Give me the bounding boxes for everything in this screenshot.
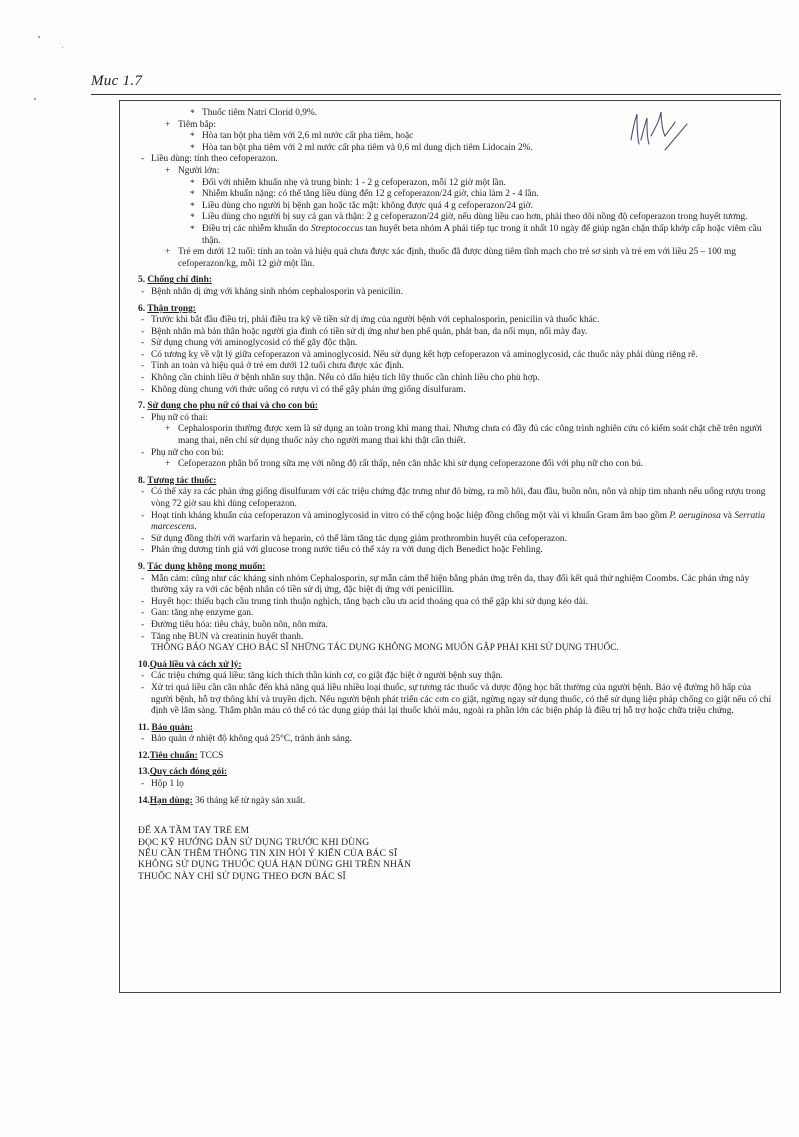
- section-packaging: [138, 767, 772, 790]
- section-shelf-life: [138, 796, 772, 808]
- section-adverse-effects: [138, 562, 772, 655]
- list-item: * Thuốc tiêm Natri Clorid 0,9%.: [138, 108, 772, 120]
- section-heading: 14.Hạn dùng: 36 tháng kể từ ngày sản xuất.: [138, 795, 306, 806]
- section-heading: 10.Quá liều và cách xử lý:: [138, 659, 242, 670]
- leaflet-content: [119, 100, 781, 993]
- organism-name: Streptococcus: [310, 223, 364, 234]
- section-pregnancy: [138, 401, 772, 471]
- standard-value: TCCS: [197, 750, 224, 761]
- list-item: - Hộp 1 lọ: [138, 779, 772, 791]
- list-item: - Phản ứng dương tính giả với glucose trong nước tiểu có thể xảy ra với dung dịch Benedict hoặc Fehling.: [138, 545, 772, 557]
- section-contraindications: [138, 275, 772, 298]
- page-header: [91, 73, 781, 95]
- list-item: - Sử dụng chung với aminoglycosid có thể gây độc thận.: [138, 338, 772, 350]
- footer-warnings: [138, 825, 772, 882]
- list-item: - Huyết học: thiếu bạch cầu trung tính thuận nghịch, tăng bạch cầu ưa acid thoáng qua có thể gặp khi sử dụng kéo dài.: [138, 597, 772, 609]
- list-item: + Cefoperazon phân bố trong sữa mẹ với nồng độ rất thấp, nên cân nhắc khi sử dụng cefoperazone đối với phụ nữ cho con bú.: [138, 459, 772, 471]
- list-item: - Không cần chỉnh liều ở bệnh nhân suy thận. Nếu có dấu hiệu tích lũy thuốc cần chỉnh liều cho phù hợp.: [138, 373, 772, 385]
- section-label: Muc 1.7: [91, 73, 143, 89]
- section-heading: 9. Tác dụng không mong muốn:: [138, 561, 266, 572]
- list-item: - Sử dụng đồng thời với warfarin và heparin, có thể làm tăng tác dụng giảm prothrombin huyết của cefoperazon.: [138, 534, 772, 546]
- list-item: - Xử trí quá liều cần cân nhắc đến khả năng quá liều nhiều loại thuốc, sự tương tác thuốc và dược động học bất thường của người bệnh. Bảo vệ đường hô hấp của người bệnh, hỗ trợ thông khí và truyền dịch. Nếu người bệnh phát triển các cơn co giật, ngừng ngay sử dụng thuốc, có thể sử dụng liệu pháp chống co giật nếu có chỉ định về lâm sàng. Thẩm phân máu có thể có tác dụng giúp thải lại thuốc khỏi máu, ngoài ra phần lớn các biện pháp là điều trị hỗ trợ hoặc chữa triệu chứng.: [138, 683, 772, 718]
- organism-name: P. aeruginosa: [669, 510, 721, 521]
- list-item: - Gan: tăng nhẹ enzyme gan.: [138, 608, 772, 620]
- section-heading: 7. Sử dụng cho phụ nữ có thai và cho con bú:: [138, 401, 319, 412]
- footer-line: ĐỂ XA TẦM TAY TRẺ EM: [138, 825, 250, 837]
- list-item: - Phụ nữ có thai:: [138, 413, 772, 425]
- footer-line: ĐỌC KỸ HƯỚNG DẪN SỬ DỤNG TRƯỚC KHI DÙNG: [138, 836, 370, 848]
- list-item: - Tăng nhẹ BUN và creatinin huyết thanh.: [138, 632, 772, 644]
- section-interactions: [138, 476, 772, 557]
- section-heading: 6. Thận trọng:: [138, 303, 196, 314]
- list-item: + Trẻ em dưới 12 tuổi: tính an toàn và hiệu quả chưa được xác định, thuốc đã được dùng tiêm tĩnh mạch cho trẻ sơ sinh và trẻ em với liều 25 – 100 mg cefoperazon/kg, mỗi 12 giờ một lần.: [138, 247, 772, 270]
- scan-speck: [38, 36, 40, 38]
- list-item: - Có tương kỵ về vật lý giữa cefoperazon và aminoglycosid. Nếu sử dụng kết hợp cefoperazon và aminoglycosid, các thuốc này phải dùng riêng rẽ.: [138, 350, 772, 362]
- section-heading: 8. Tương tác thuốc:: [138, 475, 217, 486]
- list-item: + Cephalosporin thường được xem là sử dụng an toàn trong khi mang thai. Nhưng chưa có đầy đủ các công trình nghiên cứu có kiểm soát chặt chẽ trên người mang thai, nên chỉ sử dụng thuốc này cho người mang thai khi thật cần thiết.: [138, 424, 772, 447]
- section-storage: [138, 723, 772, 746]
- section-standard: [138, 751, 772, 763]
- section-heading: 11. Bảo quản:: [138, 722, 193, 733]
- footer-line: KHÔNG SỬ DỤNG THUỐC QUÁ HẠN DÙNG GHI TRÊN NHÃN: [138, 859, 412, 871]
- organism-name: Serratia marcescens: [151, 510, 766, 533]
- list-item: - Đường tiêu hóa: tiêu chảy, buồn nôn, nôn mửa.: [138, 620, 772, 632]
- list-item: - Không dùng chung với thức uống có rượu vì có thể gây phản ứng giống disulfuram.: [138, 385, 772, 397]
- list-item: - Có thể xảy ra các phản ứng giống disulfuram với các triệu chứng đặc trưng như đỏ bừng, ra mồ hôi, đau đầu, buồn nôn, nôn và nhịp tim nhanh nếu uống rượu trong vòng 72 giờ sau khi dùng cefoperazon.: [138, 487, 772, 510]
- list-item: + Người lớn:: [138, 166, 772, 178]
- section-overdose: [138, 660, 772, 718]
- list-item: - Tính an toàn và hiệu quả ở trẻ em dưới 12 tuổi chưa được xác định.: [138, 361, 772, 373]
- section-heading: 12.Tiêu chuẩn: TCCS: [138, 750, 224, 761]
- list-item: * Đối với nhiễm khuẩn nhẹ và trung bình: 1 - 2 g cefoperazon, mỗi 12 giờ một lần.: [138, 178, 772, 190]
- section-heading: 5. Chống chỉ định:: [138, 275, 212, 286]
- list-item: - Bệnh nhân dị ứng với kháng sinh nhóm cephalosporin và penicilin.: [138, 287, 772, 299]
- list-item: - Mẫn cảm: cũng như các kháng sinh nhóm Cephalosporin, sự mẫn cảm thể hiện bằng phản ứng trên da, thay đổi kết quả thử nghiệm Coombs. Các phản ứng này thường xảy ra với các bệnh nhân có tiền sử dị ứng, đặc biệt dị ứng với penicillin.: [138, 574, 772, 597]
- section-heading: 13.Quy cách đóng gói:: [138, 767, 228, 778]
- list-item: - Bệnh nhân mà bản thân hoặc người gia đình có tiền sử dị ứng như hen phế quản, phát ban, da nổi mụn, nổi mày đay.: [138, 327, 772, 339]
- list-item: * Điều trị các nhiễm khuẩn do Streptococcus tan huyết beta nhóm A phải tiếp tục trong ít nhất 10 ngày để giúp ngăn chặn thấp khớp cấp hoặc viêm cầu thận.: [138, 224, 772, 247]
- list-item: - Trước khi bắt đầu điều trị, phải điều tra kỹ về tiền sử dị ứng của người bệnh với cephalosporin, penicilin và thuốc khác.: [138, 315, 772, 327]
- list-item: - Các triệu chứng quá liều: tăng kích thích thần kinh cơ, co giật đặc biệt ở người bệnh suy thận.: [138, 671, 772, 683]
- scan-speck: [62, 47, 63, 48]
- list-item: - Phụ nữ cho con bú:: [138, 448, 772, 460]
- list-item: * Hòa tan bột pha tiêm với 2 ml nước cất pha tiêm và 0,6 ml dung dịch tiêm Lidocain 2%.: [138, 143, 772, 155]
- list-item: + Tiêm bắp:: [138, 120, 772, 132]
- section-precautions: [138, 304, 772, 397]
- shelf-life-value: 36 tháng kể từ ngày sản xuất.: [192, 795, 306, 806]
- list-item: * Liều dùng cho người bị bệnh gan hoặc tắc mật: không được quá 4 g cefoperazon/24 giờ.: [138, 201, 772, 213]
- list-item: * Hòa tan bột pha tiêm với 2,6 ml nước cất pha tiêm, hoặc: [138, 131, 772, 143]
- list-item: - Bảo quản ở nhiệt độ không quá 25°C, tránh ánh sáng.: [138, 734, 772, 746]
- list-item: * Nhiễm khuẩn nặng: có thể tăng liều dùng đến 12 g cefoperazon/24 giờ, chia làm 2 - 4 lần.: [138, 189, 772, 201]
- footer-line: THUỐC NÀY CHỈ SỬ DỤNG THEO ĐƠN BÁC SĨ: [138, 870, 346, 882]
- list-item: - Liều dùng: tính theo cefoperazon.: [138, 154, 772, 166]
- warning-notice: THÔNG BÁO NGAY CHO BÁC SĨ NHỮNG TÁC DỤNG KHÔNG MONG MUỐN GẶP PHẢI KHI SỬ DỤNG THUỐC.: [151, 643, 619, 654]
- scan-speck: [34, 98, 36, 100]
- footer-line: NẾU CẦN THÊM THÔNG TIN XIN HỎI Ý KIẾN CỦA BÁC SĨ: [138, 848, 398, 860]
- list-item: * Liều dùng cho người bị suy cả gan và thận: 2 g cefoperazon/24 giờ, nếu dùng liều cao hơn, phải theo dõi nồng độ cefoperazon trong huyết tương.: [138, 212, 772, 224]
- list-item: - Hoạt tính kháng khuẩn của cefoperazon và aminoglycosid in vitro có thể cộng hoặc hiệp đồng chống một vài vi khuẩn Gram âm bao gồm P. aeruginosa và Serratia marcescens.: [138, 511, 772, 534]
